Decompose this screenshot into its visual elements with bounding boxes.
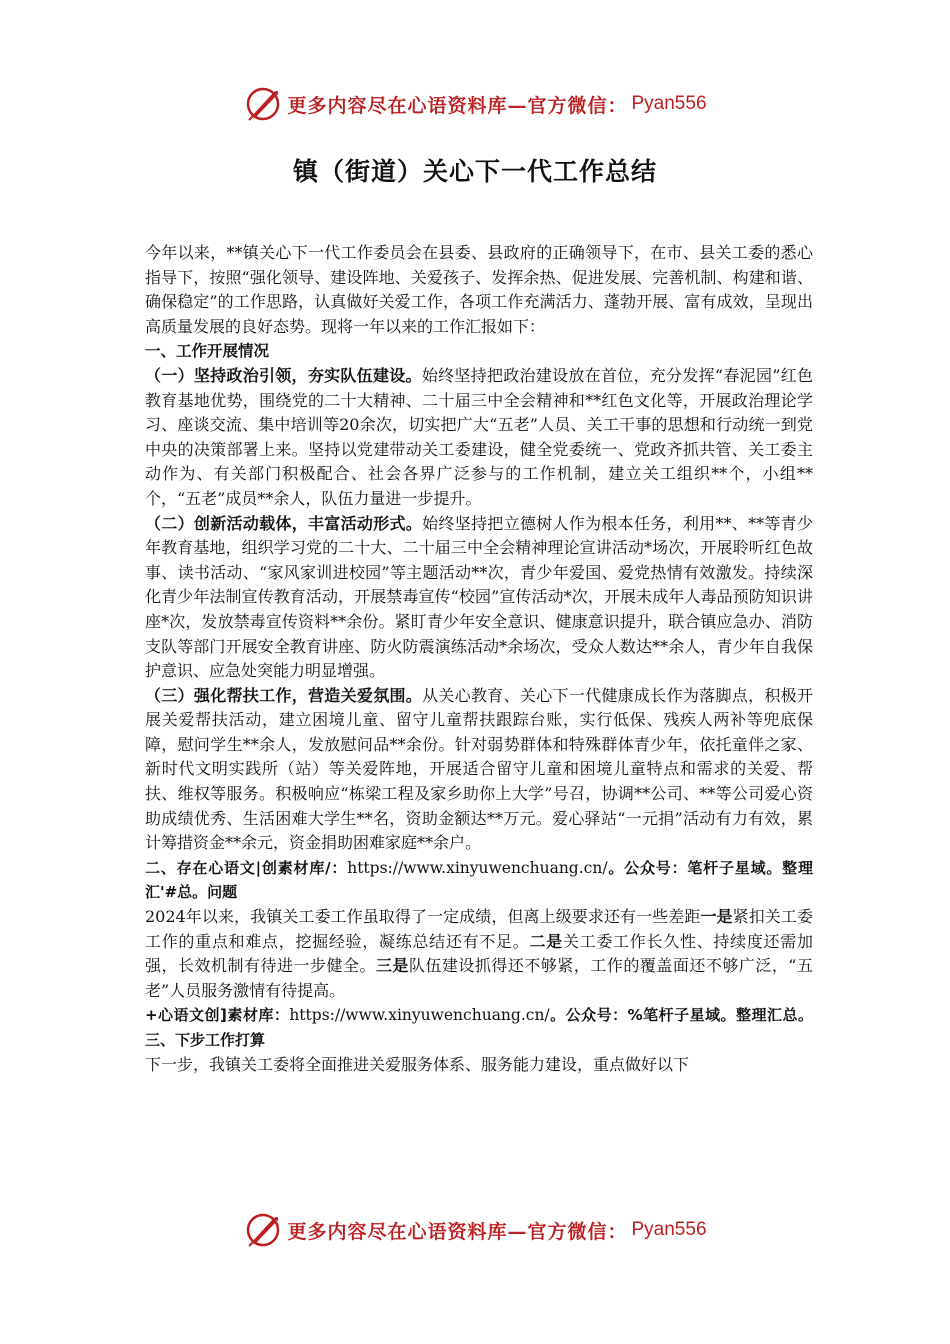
section1-heading: 一、工作开展情况 (145, 342, 270, 361)
section2-label: 二、存在心语文|创素材库/： (145, 858, 348, 877)
point-1-text: 紧扣关工委工作的重点和难点，挖掘经验，凝练总结还有不足。 (145, 907, 813, 951)
document-title: 镇（街道）关心下一代工作总结 (292, 157, 657, 186)
section1-item-2 (145, 512, 813, 684)
banner-text: 更多内容尽在心语资料库—官方微信： (287, 94, 628, 117)
section3-heading-line (145, 1003, 813, 1052)
item-lead: （二）创新活动载体，丰富活动形式。 (145, 513, 423, 533)
item-lead: （三）强化帮扶工作，营造关爱氛围。 (145, 685, 423, 705)
point-1-label: 一是 (700, 907, 733, 927)
intro-paragraph: 今年以来，**镇关心下一代工作委员会在县委、县政府的正确领导下，在市、县关工委的悉心指导下，按照“强化领导、建设阵地、关爱孩子、发挥余热、促进发展、完善机制、构建和谐、确保稳定”的工作思路，认真做好关爱工作，各项工作充满活力、蓬勃开展、富有成效，呈现出高质量发展的良好态势。现将一年以来的工作汇报如下： (145, 243, 813, 336)
item-lead: （一）坚持政治引领，夯实队伍建设。 (145, 365, 422, 385)
section3-label-tail: 。公众号：%笔杆子星域。整理汇总。三、下步工作打算 (145, 1006, 814, 1049)
footer-banner (0, 1208, 950, 1252)
banner-wechat-id: Pyan556 (631, 93, 707, 114)
point-2-label: 二是 (529, 931, 563, 951)
section2-start: 2024年以来，我镇关工委工作虽取得了一定成绩，但离上级要求还有一些差距 (145, 907, 701, 927)
quill-logo-icon (243, 1210, 283, 1250)
source-url-link[interactable]: https://www.xinyuwenchuang.cn/ (289, 1006, 550, 1025)
item-text: 从关心教育、关心下一代健康成长作为落脚点，积极开展关爱帮扶活动，建立困境儿童、留守儿童帮扶跟踪台账，实行低保、残疾人两补等兜底保障，慰问学生**余人，发放慰问品**余份。针对弱势群体和特殊群体青少年，依托童伴之家、新时代文明实践所（站）等关爱阵地，开展适合留守儿童和困境儿童特点和需求的关爱、帮扶、维权等服务。积极响应“栋梁工程及家乡助你上大学”号召，协调**公司、**等公司爱心资助成绩优秀、生活困难大学生**名，资助金额达**万元。爱心驿站“一元捐”活动有力有效，累计筹措资金**余元，资金捐助困难家庭**余户。 (145, 685, 813, 853)
section1-item-1 (145, 364, 813, 512)
banner-wechat-id: Pyan556 (631, 1219, 707, 1240)
banner-text: 更多内容尽在心语资料库—官方微信： (287, 1220, 628, 1243)
item-text: 始终坚持把政治建设放在首位，充分发挥“春泥园”红色教育基地优势，围绕党的二十大精神、二十届三中全会精神和**红色文化等，开展政治理论学习、座谈交流、集中培训等20余次，切实把广大“五老”人员、关工干事的思想和行动统一到党中央的决策部署上来。坚持以党建带动关工委建设，健全党委统一、党政齐抓共管、关工委主动作为、有关部门积极配合、社会各界广泛参与的工作机制，建立关工组织**个，小组**个，“五老”成员**余人，队伍力量进一步提升。 (145, 365, 813, 508)
item-text: 始终坚持把立德树人作为根本任务，利用**、**等青少年教育基地，组织学习党的二十大、二十届三中全会精神理论宣讲活动*场次，开展聆听红色故事、读书活动、“家风家训进校园”等主题活动**次，青少年爱国、爱党热情有效激发。持续深化青少年法制宣传教育活动，开展禁毒宣传“校园”宣传活动*次，开展未成年人毒品预防知识讲座*次，发放禁毒宣传资料**余份。紧盯青少年安全意识、健康意识提升，联合镇应急办、消防支队等部门开展安全教育讲座、防火防震演练活动*余场次，受众人数达**余人，青少年自我保护意识、应急处突能力明显增强。 (145, 513, 813, 681)
point-2-text: 关工委工作长久性、持续度还需加强，长效机制有待进一步健全。 (145, 931, 813, 976)
point-3-text: 队伍建设抓得还不够紧，工作的覆盖面还不够广泛，“五老”人员服务激情有待提高。 (145, 956, 813, 1000)
quill-logo-icon (243, 84, 283, 124)
source-url-link[interactable]: https://www.xinyuwenchuang.cn/ (347, 858, 608, 877)
document-body (145, 241, 813, 1077)
section1-item-3 (145, 684, 813, 856)
section2-paragraph (145, 905, 813, 1003)
section2-label-tail: 。公众号：笔杆子星域。整理汇'#总。问题 (145, 858, 813, 902)
point-3-label: 三是 (375, 956, 409, 976)
section3-paragraph: 下一步，我镇关工委将全面推进关爱服务体系、服务能力建设，重点做好以下 (145, 1054, 690, 1074)
header-banner (0, 82, 950, 126)
section3-label: +心语文创]素材库： (145, 1006, 290, 1025)
section2-heading-line (145, 856, 813, 905)
